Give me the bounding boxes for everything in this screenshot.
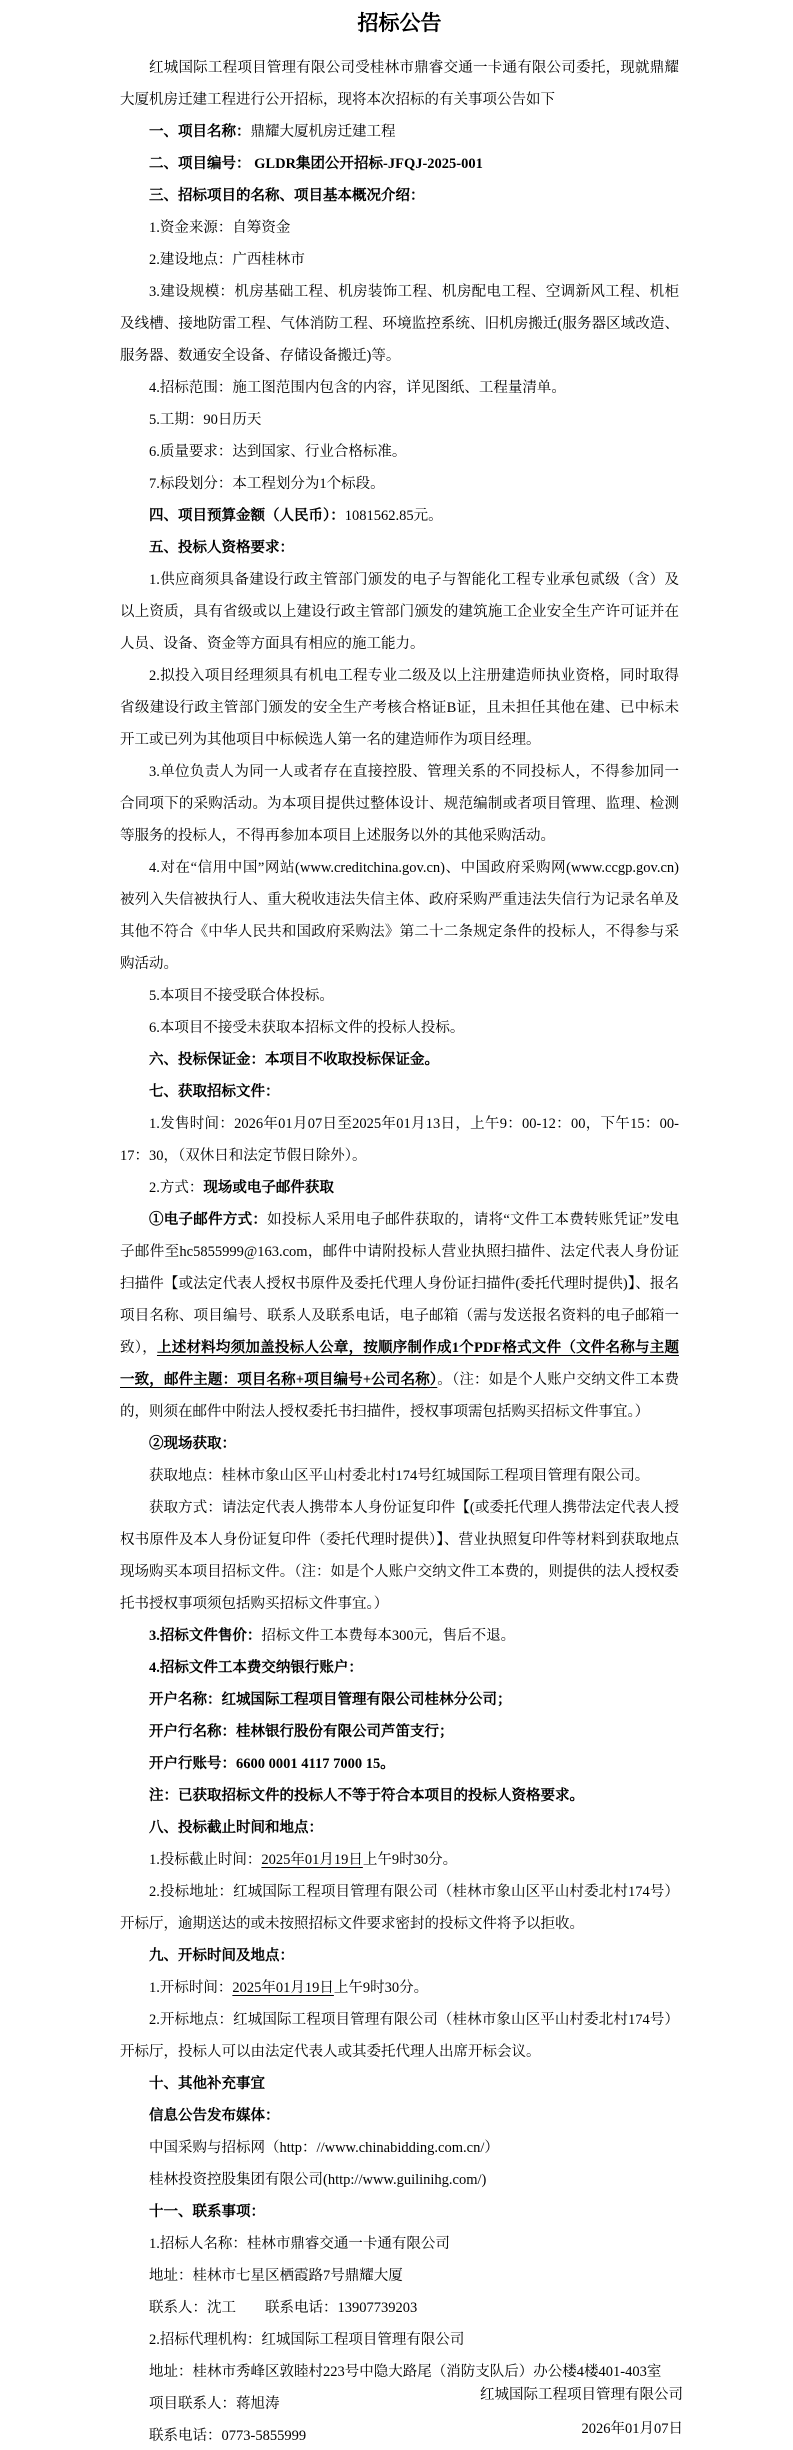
paragraph: [120, 1972, 679, 2004]
text-run: 7.标段划分：本工程划分为1个标段。: [149, 476, 385, 492]
text-run-bold: 4.招标文件工本费交纳银行账户：: [149, 1660, 363, 1676]
text-run: 1.开标时间：: [149, 1980, 233, 1996]
paragraph: [120, 852, 679, 980]
paragraph: [120, 2196, 679, 2228]
paragraph: [120, 1076, 679, 1108]
text-run: 6.本项目不接受未获取本招标文件的投标人投标。: [149, 1020, 465, 1036]
text-run: 6.质量要求：达到国家、行业合格标准。: [149, 444, 407, 460]
text-run-bold: ①电子邮件方式：: [149, 1212, 268, 1228]
text-run: 1.供应商须具备建设行政主管部门颁发的电子与智能化工程专业承包贰级（含）及以上资质，具有省级或以上建设行政主管部门颁发的建筑施工企业安全生产许可证并在人员、设备、资金等方面具有相应的施工能力。: [120, 572, 679, 652]
text-run: 2025年01月19日: [261, 1852, 363, 1868]
text-run-bold: 一、项目名称：: [149, 124, 251, 140]
text-run: 地址：桂林市秀峰区敦睦村223号中隐大路尾（消防支队后）办公楼4楼401-403室: [149, 2364, 662, 2380]
text-run-bold: 十一、联系事项：: [149, 2204, 265, 2220]
paragraph: [120, 180, 679, 212]
text-run: 2.招标代理机构：红城国际工程项目管理有限公司: [149, 2332, 465, 2348]
paragraph: [120, 1044, 679, 1076]
paragraph: [120, 1652, 679, 1684]
text-run: 如投标人采用电子邮件获取的，请将“文件工本费转账凭证”发电子邮件至hc5855999@163.com，邮件中请附投标人营业执照扫描件、法定代表人身份证扫描件【或法定代表人授权书原件及委托代理人身份证扫描件(委托代理时提供)】、报名项目名称、项目编号、联系人及联系电话，电子邮箱（需与发送报名资料的电子邮箱一致），: [120, 1212, 679, 1356]
text-run-bold: 上述材料均须加盖投标人公章，按顺序制作成1个PDF格式文件（文件名称与主题一致，邮件主题：项目名称+项目编号+公司名称）: [120, 1340, 679, 1388]
paragraph: [120, 1812, 679, 1844]
text-run: 招标文件工本费每本300元，售后不退。: [261, 1628, 516, 1644]
paragraph: [120, 1716, 679, 1748]
text-run: 地址：桂林市七星区栖霞路7号鼎耀大厦: [149, 2268, 403, 2284]
text-run: 获取方式：请法定代表人携带本人身份证复印件【(或委托代理人携带法定代表人授权书原件及本人身份证复印件（委托代理时提供）】、营业执照复印件等材料到获取地点现场购买本项目招标文件。（注：如是个人账户交纳文件工本费的，则提供的法人授权委托书授权事项须包括购买招标文件事宜。）: [120, 1500, 679, 1612]
paragraph: [120, 372, 679, 404]
text-run-bold: 十、其他补充事宜: [149, 2076, 265, 2092]
paragraph: [120, 244, 679, 276]
text-run-bold: 七、获取招标文件：: [149, 1084, 280, 1100]
text-run: 5.工期：90日历天: [149, 412, 262, 428]
signature-date: 2026年01月07日: [581, 2421, 683, 2437]
text-run: 1.发售时间：2026年01月07日至2025年01月13日，上午9：00-12：00，下午15：00- 17：30，（双休日和法定节假日除外）。: [120, 1116, 679, 1164]
paragraph: [120, 980, 679, 1012]
paragraph: [120, 2164, 679, 2196]
paragraph: [120, 500, 679, 532]
paragraph: [120, 468, 679, 500]
paragraph: [120, 1620, 679, 1652]
text-run: 。（注：如是个人账户交纳文件工本费的，则须在邮件中附法人授权委托书扫描件，授权事项需包括购买招标文件事宜。）: [120, 1372, 679, 1420]
paragraph: [120, 2100, 679, 2132]
text-run: 鼎耀大厦机房迁建工程: [250, 124, 396, 140]
paragraph: [120, 1940, 679, 1972]
paragraph: [120, 276, 679, 372]
text-run-bold: 现场或电子邮件获取: [203, 1180, 334, 1196]
text-run-bold: 二、项目编号： GLDR集团公开招标-JFQJ-2025-001: [149, 156, 483, 172]
text-run: 2.开标地点：红城国际工程项目管理有限公司（桂林市象山区平山村委北村174号）开标厅，投标人可以由法定代表人或其委托代理人出席开标会议。: [120, 2012, 679, 2060]
text-run: 3.单位负责人为同一人或者存在直接控股、管理关系的不同投标人，不得参加同一合同项下的采购活动。为本项目提供过整体设计、规范编制或者项目管理、监理、检测等服务的投标人，不得再参加本项目上述服务以外的其他采购活动。: [120, 764, 679, 844]
paragraph: [120, 2292, 679, 2324]
text-run: 4.对在“信用中国”网站(www.creditchina.gov.cn)、中国政府采购网(www.ccgp.gov.cn)被列入失信被执行人、重大税收违法失信主体、政府采购严重违法失信行为记录名单及其他不符合《中华人民共和国政府采购法》第二十二条规定条件的投标人，不得参与采购活动。: [120, 860, 679, 972]
text-run: 1.资金来源：自筹资金: [149, 220, 291, 236]
text-run-bold: 3.招标文件售价：: [149, 1628, 262, 1644]
paragraph: [120, 2068, 679, 2100]
paragraph: [120, 1108, 679, 1172]
text-run: 2.投标地址：红城国际工程项目管理有限公司（桂林市象山区平山村委北村174号）开标厅，逾期送达的或未按照招标文件要求密封的投标文件将予以拒收。: [120, 1884, 679, 1932]
text-run: 上午9时30分。: [362, 1852, 458, 1868]
text-run-bold: ②现场获取：: [149, 1436, 236, 1452]
paragraph: [120, 1428, 679, 1460]
text-run-bold: 五、投标人资格要求：: [149, 540, 294, 556]
paragraph: [120, 1684, 679, 1716]
text-run: 上午9时30分。: [333, 1980, 429, 1996]
paragraph: [120, 52, 679, 116]
text-run: 联系人：沈工 联系电话：13907739203: [149, 2300, 418, 2316]
document-body: [120, 52, 679, 2450]
text-run: 红城国际工程项目管理有限公司受桂林市鼎睿交通一卡通有限公司委托，现就鼎耀大厦机房迁建工程进行公开招标，现将本次招标的有关事项公告如下: [120, 60, 679, 108]
paragraph: [120, 2324, 679, 2356]
text-run: 1081562.85元。: [344, 508, 443, 524]
paragraph: [120, 1492, 679, 1620]
signature-block: [480, 2378, 683, 2446]
paragraph: [120, 1780, 679, 1812]
text-run: 1.招标人名称：桂林市鼎睿交通一卡通有限公司: [149, 2236, 450, 2252]
paragraph: [120, 564, 679, 660]
text-run: 获取地点：桂林市象山区平山村委北村174号红城国际工程项目管理有限公司。: [149, 1468, 650, 1484]
text-run-bold: 三、招标项目的名称、项目基本概况介绍：: [149, 188, 425, 204]
text-run: 3.建设规模：机房基础工程、机房装饰工程、机房配电工程、空调新风工程、机柜及线槽、接地防雷工程、气体消防工程、环境监控系统、旧机房搬迁(服务器区域改造、服务器、数通安全设备、存储设备搬迁)等。: [120, 284, 679, 364]
text-run-bold: 开户行名称：桂林银行股份有限公司芦笛支行；: [149, 1724, 454, 1740]
text-run: 2.方式：: [149, 1180, 204, 1196]
text-run-bold: 四、项目预算金额（人民币）：: [149, 508, 345, 524]
text-run-bold: 注：已获取招标文件的投标人不等于符合本项目的投标人资格要求。: [149, 1788, 584, 1804]
text-run: 中国采购与招标网（http：//www.chinabidding.com.cn/）: [149, 2140, 499, 2156]
paragraph: [120, 1204, 679, 1428]
text-run: 桂林投资控股集团有限公司(http://www.guilinihg.com/): [149, 2172, 487, 2188]
paragraph: [120, 2004, 679, 2068]
text-run-bold: 信息公告发布媒体：: [149, 2108, 280, 2124]
text-run: 1.投标截止时间：: [149, 1852, 262, 1868]
text-run-bold: 开户名称：红城国际工程项目管理有限公司桂林分公司；: [149, 1692, 512, 1708]
paragraph: [120, 1460, 679, 1492]
paragraph: [120, 436, 679, 468]
text-run-bold: 六、投标保证金：本项目不收取投标保证金。: [149, 1052, 439, 1068]
paragraph: [120, 148, 679, 180]
text-run-bold: 九、开标时间及地点：: [149, 1948, 294, 1964]
text-run: 5.本项目不接受联合体投标。: [149, 988, 334, 1004]
text-run-bold: 开户行账号：6600 0001 4117 7000 15。: [149, 1756, 395, 1772]
paragraph: [120, 1748, 679, 1780]
paragraph: [120, 756, 679, 852]
paragraph: [120, 2132, 679, 2164]
paragraph: [120, 212, 679, 244]
paragraph: [120, 116, 679, 148]
paragraph: [120, 1876, 679, 1940]
text-run: 2025年01月19日: [232, 1980, 334, 1996]
paragraph: [120, 2260, 679, 2292]
page-title: 招标公告: [357, 11, 442, 35]
paragraph: [120, 660, 679, 756]
text-run: 2.拟投入项目经理须具有机电工程专业二级及以上注册建造师执业资格，同时取得省级建设行政主管部门颁发的安全生产考核合格证B证，且未担任其他在建、已中标未开工或已列为其他项目中标候选人第一名的建造师作为项目经理。: [120, 668, 679, 748]
text-run: 联系电话：0773-5855999: [149, 2428, 307, 2444]
text-run: 项目联系人：蒋旭涛: [149, 2396, 280, 2412]
paragraph: [120, 532, 679, 564]
text-run: 2.建设地点：广西桂林市: [149, 252, 305, 268]
paragraph: [120, 1012, 679, 1044]
paragraph: [120, 1172, 679, 1204]
paragraph: [120, 1844, 679, 1876]
paragraph: [120, 2228, 679, 2260]
paragraph: [120, 404, 679, 436]
signature-company: 红城国际工程项目管理有限公司: [480, 2387, 683, 2403]
text-run: 4.招标范围：施工图范围内包含的内容，详见图纸、工程量清单。: [149, 380, 566, 396]
text-run-bold: 八、投标截止时间和地点：: [149, 1820, 323, 1836]
